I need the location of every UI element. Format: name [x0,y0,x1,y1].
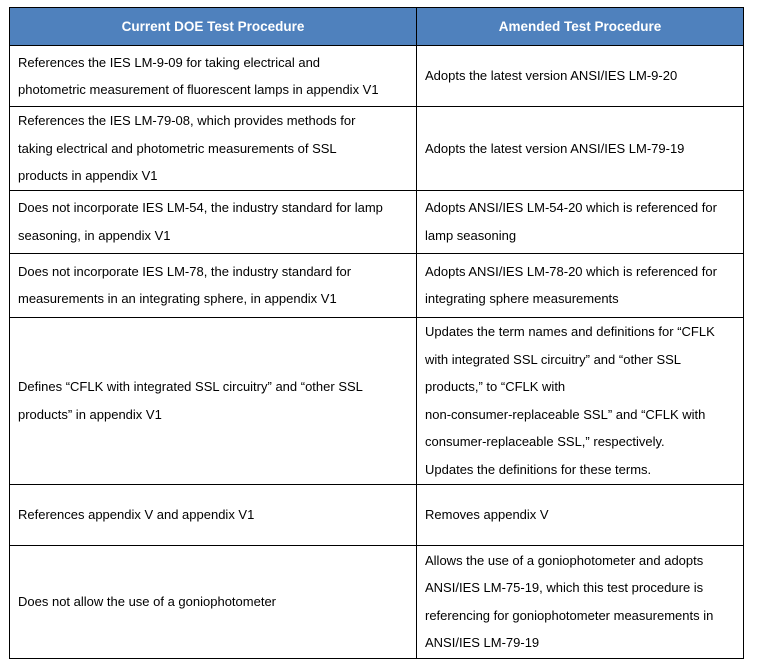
cell-text-line: seasoning, in appendix V1 [18,227,171,243]
cell-current [10,253,417,317]
header-amended-procedure: Amended Test Procedure [417,8,744,46]
table-row [10,190,744,253]
table-row [10,107,744,191]
cell-current [10,317,417,484]
cell-current [10,484,417,545]
table-row [10,253,744,317]
header-current-procedure: Current DOE Test Procedure [10,8,417,46]
cell-amended [417,253,744,317]
cell-text-line: ANSI/IES LM-79-19 [425,635,540,650]
cell-text-line: References appendix V and appendix V1 [18,506,255,522]
cell-text-line: photometric measurement of fluorescent lamps in appendix V1 [18,82,379,97]
cell-text-line: Does not incorporate IES LM-54, the industry standard for lamp [18,200,383,215]
cell-text-line: References the IES LM-9-09 for taking electrical and [18,54,321,70]
cell-text-line: products in appendix V1 [18,168,158,183]
cell-text-line: References the IES LM-79-08, which provides methods for [18,113,356,128]
table-row [10,317,744,484]
cell-text-line: consumer-replaceable SSL,” respectively. [425,434,665,449]
cell-current [10,46,417,107]
cell-text-line: Allows the use of a goniophotometer and adopts [425,552,704,568]
cell-text-line: Does not allow the use of a goniophotometer [18,593,277,609]
cell-text-line: referencing for goniophotometer measurements in [425,607,714,623]
cell-amended [417,190,744,253]
cell-amended [417,484,744,545]
cell-amended [417,545,744,658]
cell-text-line: measurements in an integrating sphere, in appendix V1 [18,291,337,306]
cell-amended [417,317,744,484]
cell-text-line: with integrated SSL circuitry” and “other SSL [425,351,682,367]
cell-text-line: Adopts ANSI/IES LM-54-20 which is referenced for [425,200,717,215]
table-row [10,545,744,658]
cell-text-line: Adopts ANSI/IES LM-78-20 which is referenced for [425,263,717,279]
cell-text-line: Removes appendix V [425,506,549,522]
cell-text-line: lamp seasoning [425,227,517,243]
cell-text-line: Does not incorporate IES LM-78, the industry standard for [18,263,352,279]
cell-current [10,545,417,658]
cell-text-line: Updates the definitions for these terms. [425,461,652,477]
table-row [10,484,744,545]
table-header-row [10,8,744,46]
cell-text-line: Adopts the latest version ANSI/IES LM-9-20 [425,68,678,84]
cell-current [10,190,417,253]
cell-amended [417,107,744,191]
cell-text-line: taking electrical and photometric measurements of SSL [18,140,337,156]
table-row [10,46,744,107]
cell-text-line: non-consumer-replaceable SSL” and “CFLK with [425,406,706,422]
cell-text-line: integrating sphere measurements [425,291,619,306]
procedure-comparison-table [9,7,744,659]
cell-text-line: Adopts the latest version ANSI/IES LM-79-19 [425,140,685,156]
cell-text-line: products,” to “CFLK with [425,379,566,394]
cell-text-line: Updates the term names and definitions for “CFLK [425,324,715,339]
cell-amended [417,46,744,107]
cell-text-line: products” in appendix V1 [18,406,162,422]
cell-text-line: ANSI/IES LM-75-19, which this test procedure is [425,580,704,595]
cell-current [10,107,417,191]
cell-text-line: Defines “CFLK with integrated SSL circuitry” and “other SSL [18,379,363,394]
